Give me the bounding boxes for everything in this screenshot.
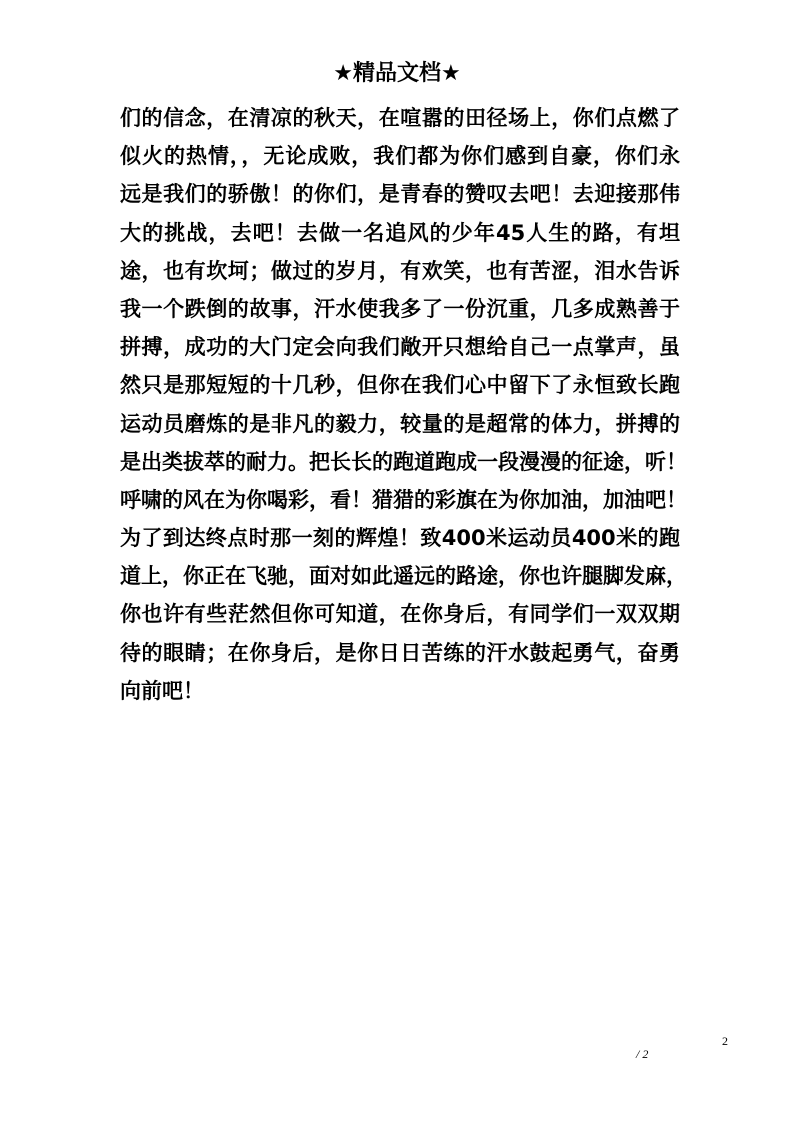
body-line: 似火的热情，，无论成败，我们都为你们感到自豪，你们永 <box>120 144 680 169</box>
body-line: 向前吧！ <box>120 678 204 703</box>
body-line: 待的眼睛；在你身后，是你日日苦练的汗水鼓起勇气，奋勇 <box>120 640 680 665</box>
body-line: 呼啸的风在为你喝彩，看！猎猎的彩旗在为你加油，加油吧！ <box>120 487 687 512</box>
body-line: 是出类拔萃的耐力。把长长的跑道跑成一段漫漫的征途，听！ <box>120 449 687 474</box>
body-line: 运动员磨炼的是非凡的毅力，较量的是超常的体力，拼搏的 <box>120 411 680 436</box>
body-line: 我一个跌倒的故事，汗水使我多了一份沉重，几多成熟善于 <box>120 296 680 321</box>
document-header-title: ★精品文档★ <box>333 61 461 86</box>
body-line: 远是我们的骄傲！的你们，是青春的赞叹去吧！去迎接那伟 <box>120 182 680 207</box>
body-line: 为了到达终点时那一刻的辉煌！致400米运动员400米的跑 <box>120 526 680 551</box>
body-line: 然只是那短短的十几秒，但你在我们心中留下了永恒致长跑 <box>120 373 680 398</box>
body-line: 道上，你正在飞驰，面对如此遥远的路途，你也许腿脚发麻， <box>120 564 687 589</box>
body-line: 们的信念，在清凉的秋天，在喧嚣的田径场上，你们点燃了 <box>120 106 680 130</box>
body-line: 你也许有些茫然但你可知道，在你身后，有同学们一双双期 <box>120 602 680 627</box>
page-footer-fraction: / 2 <box>636 1047 649 1061</box>
document-body <box>120 99 687 710</box>
body-line: 拼搏，成功的大门定会向我们敞开只想给自己一点掌声，虽 <box>120 335 680 360</box>
page-number: 2 <box>722 1034 728 1048</box>
body-line: 大的挑战，去吧！去做一名追风的少年45人生的路，有坦 <box>120 220 680 245</box>
body-line: 途，也有坎坷；做过的岁月，有欢笑，也有苦涩，泪水告诉 <box>120 258 680 283</box>
